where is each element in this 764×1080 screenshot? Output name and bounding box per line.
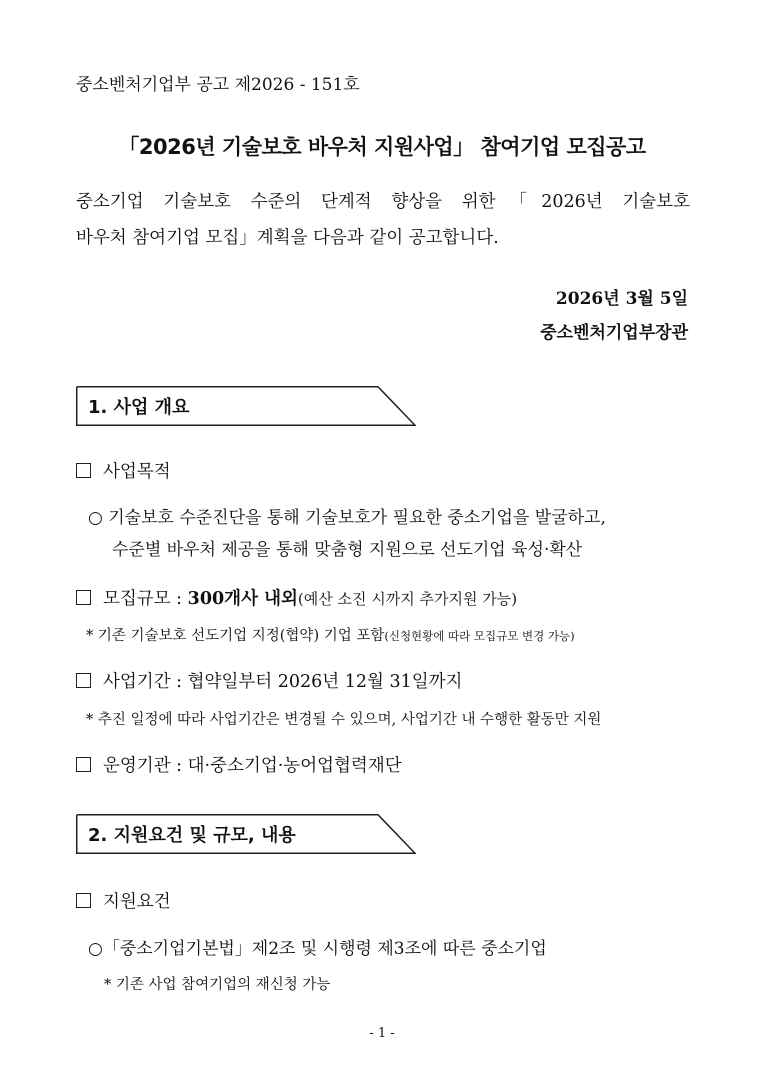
checkbox-square-icon — [76, 463, 91, 478]
period-heading — [76, 668, 462, 693]
scale-heading — [76, 585, 517, 610]
period-value: 협약일부터 2026년 12월 31일까지 — [187, 672, 463, 692]
scale-sub-note — [86, 624, 575, 645]
issuer-name: 중소벤처기업부장관 — [540, 323, 688, 343]
checkbox-square-icon — [76, 590, 91, 605]
section-2-title: 2. 지원요건 및 규모, 내용 — [88, 825, 296, 846]
page-number: - 1 - — [369, 1026, 395, 1041]
purpose-line-2: 수준별 바우처 제공을 통해 맞춤형 지원으로 선도기업 육성·확산 — [112, 540, 583, 560]
operator-label: 운영기관 : — [103, 756, 188, 776]
requirement-line: ○「중소기업기본법」제2조 및 시행령 제3조에 따른 중소기업 — [88, 939, 547, 959]
section-2-header — [76, 814, 416, 854]
intro-line-2: 바우처 참여기업 모집」계획을 다음과 같이 공고합니다. — [76, 228, 499, 248]
operator-heading — [76, 752, 402, 777]
purpose-heading — [76, 458, 171, 483]
section-1-header — [76, 386, 416, 426]
scale-value: 300개사 내외 — [187, 589, 298, 609]
purpose-heading-label: 사업목적 — [103, 462, 171, 482]
document-title: 「2026년 기술보호 바우처 지원사업」 참여기업 모집공고 — [118, 135, 646, 159]
intro-line-1: 중소기업 기술보호 수준의 단계적 향상을 위한「2026년 기술보호 — [76, 192, 690, 212]
purpose-line-1: ○ 기술보호 수준진단을 통해 기술보호가 필요한 중소기업을 발굴하고, — [88, 508, 606, 528]
requirement-heading-label: 지원요건 — [103, 892, 171, 912]
checkbox-square-icon — [76, 893, 91, 908]
scale-sub-main: * 기존 기술보호 선도기업 지정(협약) 기업 포함 — [86, 628, 385, 644]
operator-value: 대·중소기업·농어업협력재단 — [187, 756, 402, 776]
scale-sub-small: (신청현황에 따라 모집규모 변경 가능) — [384, 629, 575, 643]
requirement-note: * 기존 사업 참여기업의 재신청 가능 — [104, 977, 331, 993]
scale-note: (예산 소진 시까지 추가지원 가능) — [297, 590, 518, 608]
period-label: 사업기간 : — [103, 672, 188, 692]
scale-label: 모집규모 : — [103, 589, 188, 609]
period-note: * 추진 일정에 따라 사업기간은 변경될 수 있으며, 사업기간 내 수행한 활동만 지원 — [86, 712, 602, 728]
checkbox-square-icon — [76, 757, 91, 772]
notice-number: 중소벤처기업부 공고 제2026 - 151호 — [76, 75, 360, 95]
announcement-date: 2026년 3월 5일 — [555, 289, 688, 309]
section-1-title: 1. 사업 개요 — [88, 397, 190, 418]
checkbox-square-icon — [76, 673, 91, 688]
requirement-heading — [76, 888, 171, 913]
